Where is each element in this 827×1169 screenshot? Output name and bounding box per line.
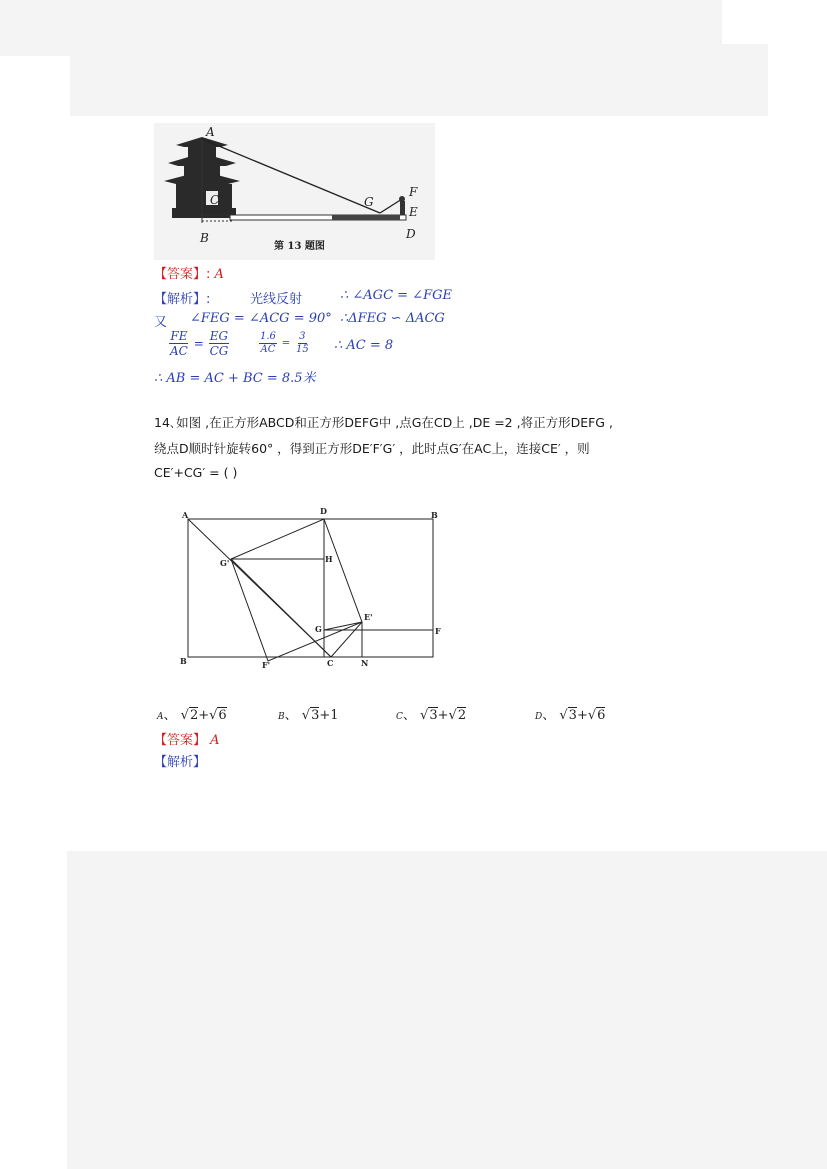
q14-answer-label: 【答案】 bbox=[154, 733, 207, 748]
q13-answer-colon: : bbox=[206, 267, 211, 282]
choice-d-op: + bbox=[576, 708, 588, 723]
fig13-label-b: B bbox=[200, 231, 209, 245]
fig13-label-c: C bbox=[210, 193, 220, 207]
bottom-band bbox=[67, 851, 827, 1169]
q13-answer-value: A bbox=[214, 267, 224, 282]
choice-a-term2: 6 bbox=[218, 708, 227, 723]
q13-step2-prefix: 又 bbox=[154, 315, 168, 330]
fig13-label-g: G bbox=[364, 195, 374, 209]
q13-step2-eq: ∠FEG = ∠ACG = 90° bbox=[190, 311, 332, 326]
choice-a-op: + bbox=[198, 708, 210, 723]
header-band bbox=[70, 44, 768, 116]
figure-13 bbox=[154, 123, 435, 260]
fig14-label-d: D bbox=[320, 506, 327, 516]
q13-frac4-num: 3 bbox=[299, 331, 306, 342]
fig14-label-n: N bbox=[361, 658, 369, 668]
fig14-label-b: B bbox=[180, 656, 187, 666]
choice-c[interactable]: C、 √3+√2 bbox=[396, 708, 467, 723]
fig13-label-a: A bbox=[206, 125, 215, 139]
q13-answer-label: 【答案】 bbox=[154, 267, 207, 282]
q13-frac4-den: 15 bbox=[295, 344, 309, 355]
figure-14-drawing bbox=[176, 506, 452, 672]
q13-frac3-den: AC bbox=[260, 344, 276, 355]
choice-b-term1: 3 bbox=[311, 708, 320, 723]
choice-c-term2: 2 bbox=[457, 708, 467, 723]
q13-step1-eq: ∴ ∠AGC = ∠FGE bbox=[340, 288, 452, 303]
choice-a[interactable]: A、 √2+√6 bbox=[157, 708, 227, 723]
q14-answer-value: A bbox=[210, 733, 220, 748]
fig13-label-e: E bbox=[409, 205, 418, 219]
q14-line1: 14､如图 ,在正方形ABCD和正方形DEFG中 ,点G在CD上 ,DE =2 ,将正方形DEFG , bbox=[154, 415, 613, 430]
q13-analysis-label-row bbox=[154, 288, 210, 307]
choice-b-sep: 、 bbox=[284, 708, 298, 723]
fig14-label-b-right: B bbox=[431, 510, 438, 520]
q13-step3-fractions: $\frac{FE}{AC}$ = $\frac{EG}{CG}$ $\frac{1.6}{AC}$ = $\frac{3}{15}$ bbox=[170, 329, 309, 358]
q13-analysis-colon: : bbox=[206, 292, 211, 307]
choice-c-letter: C bbox=[396, 712, 403, 722]
choice-d-term1: 3 bbox=[568, 708, 577, 723]
fig14-label-a: A bbox=[182, 510, 189, 520]
q13-step4: ∴ AB = AC + BC = 8.5米 bbox=[154, 371, 316, 386]
choice-b-letter: B bbox=[278, 712, 285, 722]
choice-c-sep: 、 bbox=[402, 708, 416, 723]
fig14-label-e-prime: E' bbox=[364, 612, 373, 622]
choice-d-sep: 、 bbox=[542, 708, 556, 723]
choice-b-op: +1 bbox=[319, 708, 339, 723]
q13-frac3-num: 1.6 bbox=[260, 331, 276, 342]
figure-14 bbox=[176, 506, 452, 672]
choice-b[interactable]: B、 √3+1 bbox=[278, 708, 339, 723]
fig14-label-g-prime: G' bbox=[220, 558, 230, 568]
choice-a-letter: A bbox=[157, 712, 164, 722]
q13-frac1-den: AC bbox=[170, 344, 188, 358]
choice-d-term2: 6 bbox=[597, 708, 606, 723]
q13-answer-row bbox=[154, 263, 224, 282]
fig14-label-f-prime: F' bbox=[262, 660, 271, 670]
q13-step3-result: ∴ AC = 8 bbox=[334, 338, 394, 353]
choice-c-op: + bbox=[437, 708, 449, 723]
choice-a-term1: 2 bbox=[189, 708, 199, 723]
choice-d[interactable]: D、 √3+√6 bbox=[535, 708, 606, 723]
q13-step1-text: 光线反射 bbox=[250, 292, 303, 307]
q13-analysis-label: 【解析】 bbox=[154, 292, 207, 307]
choice-c-term1: 3 bbox=[429, 708, 438, 723]
q14-line2: 绕点D顺时针旋转60° ，得到正方形DE′F′G′ ，此时点G′在AC上，连接CE′ ，则 bbox=[154, 441, 590, 456]
choice-d-letter: D bbox=[535, 712, 543, 722]
q13-frac1-num: FE bbox=[170, 329, 188, 343]
q14-analysis-label: 【解析】 bbox=[154, 755, 207, 770]
q14-line3: CE′+CG′ = ( ) bbox=[154, 465, 238, 480]
choice-a-sep: 、 bbox=[163, 708, 177, 723]
fig13-caption: 第 13 题图 bbox=[274, 241, 325, 252]
q13-frac2-den: CG bbox=[209, 344, 229, 358]
q13-step2-result: ∴ΔFEG ∽ ΔACG bbox=[340, 311, 445, 326]
fig13-label-f: F bbox=[409, 185, 418, 199]
q13-frac2-num: EG bbox=[209, 329, 229, 343]
q14-answer-row bbox=[154, 729, 220, 748]
fig14-label-g: G bbox=[315, 624, 322, 634]
fig14-label-c: C bbox=[327, 658, 334, 668]
fig14-label-f: F bbox=[435, 626, 441, 636]
fig13-label-d: D bbox=[406, 227, 416, 241]
fig14-label-h: H bbox=[325, 554, 333, 564]
